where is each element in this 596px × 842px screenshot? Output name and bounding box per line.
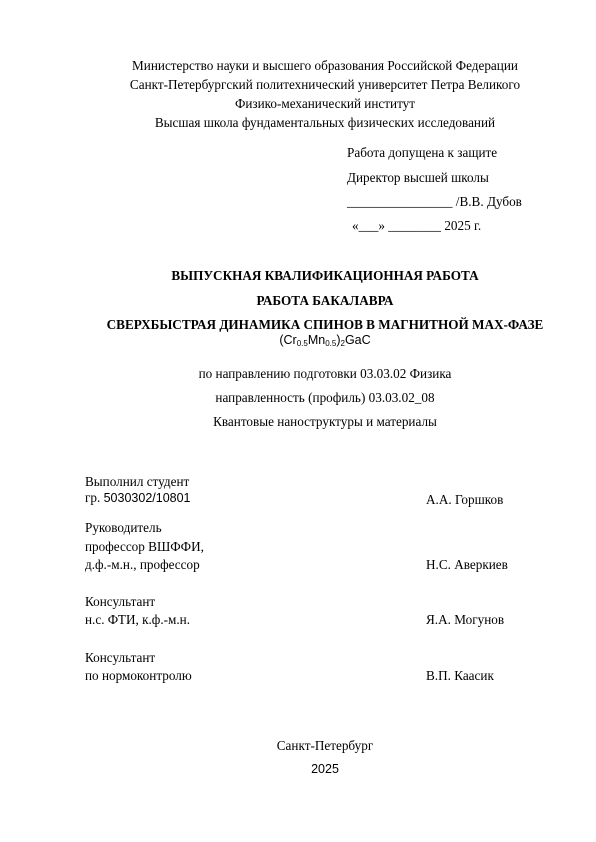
- institute-line: Физико-механический институт: [234, 96, 416, 111]
- student-role: Выполнил студент: [85, 474, 190, 489]
- profile-name: Квантовые наноструктуры и материалы: [213, 414, 437, 429]
- formula-part-paren: ): [336, 333, 341, 347]
- approval-admitted: Работа допущена к защите: [347, 145, 498, 160]
- formula-sub-2: 2: [340, 339, 345, 348]
- supervisor-degree: д.ф.-м.н., профессор: [85, 557, 200, 572]
- norm-consultant-position: по нормоконтролю: [85, 668, 192, 683]
- norm-consultant-name: В.П. Каасик: [426, 668, 494, 683]
- norm-consultant-role: Консультант: [85, 650, 156, 665]
- consultant-position: н.с. ФТИ, к.ф.-м.н.: [85, 612, 190, 627]
- profile-line: направленность (профиль) 03.03.02_08: [215, 390, 435, 405]
- supervisor-name: Н.С. Аверкиев: [426, 557, 508, 572]
- consultant-role: Консультант: [85, 594, 156, 609]
- city: Санкт-Петербург: [276, 738, 374, 753]
- school-line: Высшая школа фундаментальных физических исследований: [154, 115, 496, 130]
- supervisor-position: профессор ВШФФИ,: [85, 539, 204, 554]
- chemical-formula: [0, 331, 596, 353]
- work-type: ВЫПУСКНАЯ КВАЛИФИКАЦИОННАЯ РАБОТА: [171, 268, 479, 283]
- degree-type: РАБОТА БАКАЛАВРА: [256, 293, 394, 308]
- formula-part-mn: Mn: [307, 333, 326, 347]
- supervisor-role: Руководитель: [85, 520, 162, 535]
- ministry-line: Министерство науки и высшего образования Российской Федерации: [132, 58, 518, 73]
- student-group: [85, 490, 191, 506]
- approval-director: Директор высшей школы: [347, 170, 489, 185]
- approval-signature: ________________ /В.В. Дубов: [347, 194, 522, 209]
- formula-sub-cr: 0.5: [296, 339, 308, 348]
- university-line: Санкт-Петербургский политехнический университет Петра Великого: [129, 77, 521, 92]
- direction-line: по направлению подготовки 03.03.02 Физика: [198, 366, 452, 381]
- student-name: А.А. Горшков: [426, 492, 504, 507]
- formula-part-cr: (Cr: [279, 333, 297, 347]
- group-number: 5030302/10801: [103, 491, 191, 505]
- year: 2025: [311, 762, 339, 776]
- formula-part-gac: GaC: [344, 333, 371, 347]
- consultant-name: Я.А. Могунов: [426, 612, 505, 627]
- group-prefix: гр.: [85, 490, 101, 505]
- approval-date: «___» ________ 2025 г.: [352, 218, 482, 233]
- thesis-topic: СВЕРХБЫСТРАЯ ДИНАМИКА СПИНОВ В МАГНИТНОЙ MAX-ФАЗЕ: [106, 317, 544, 332]
- institution-header: [0, 56, 596, 132]
- formula-sub-mn: 0.5: [325, 339, 337, 348]
